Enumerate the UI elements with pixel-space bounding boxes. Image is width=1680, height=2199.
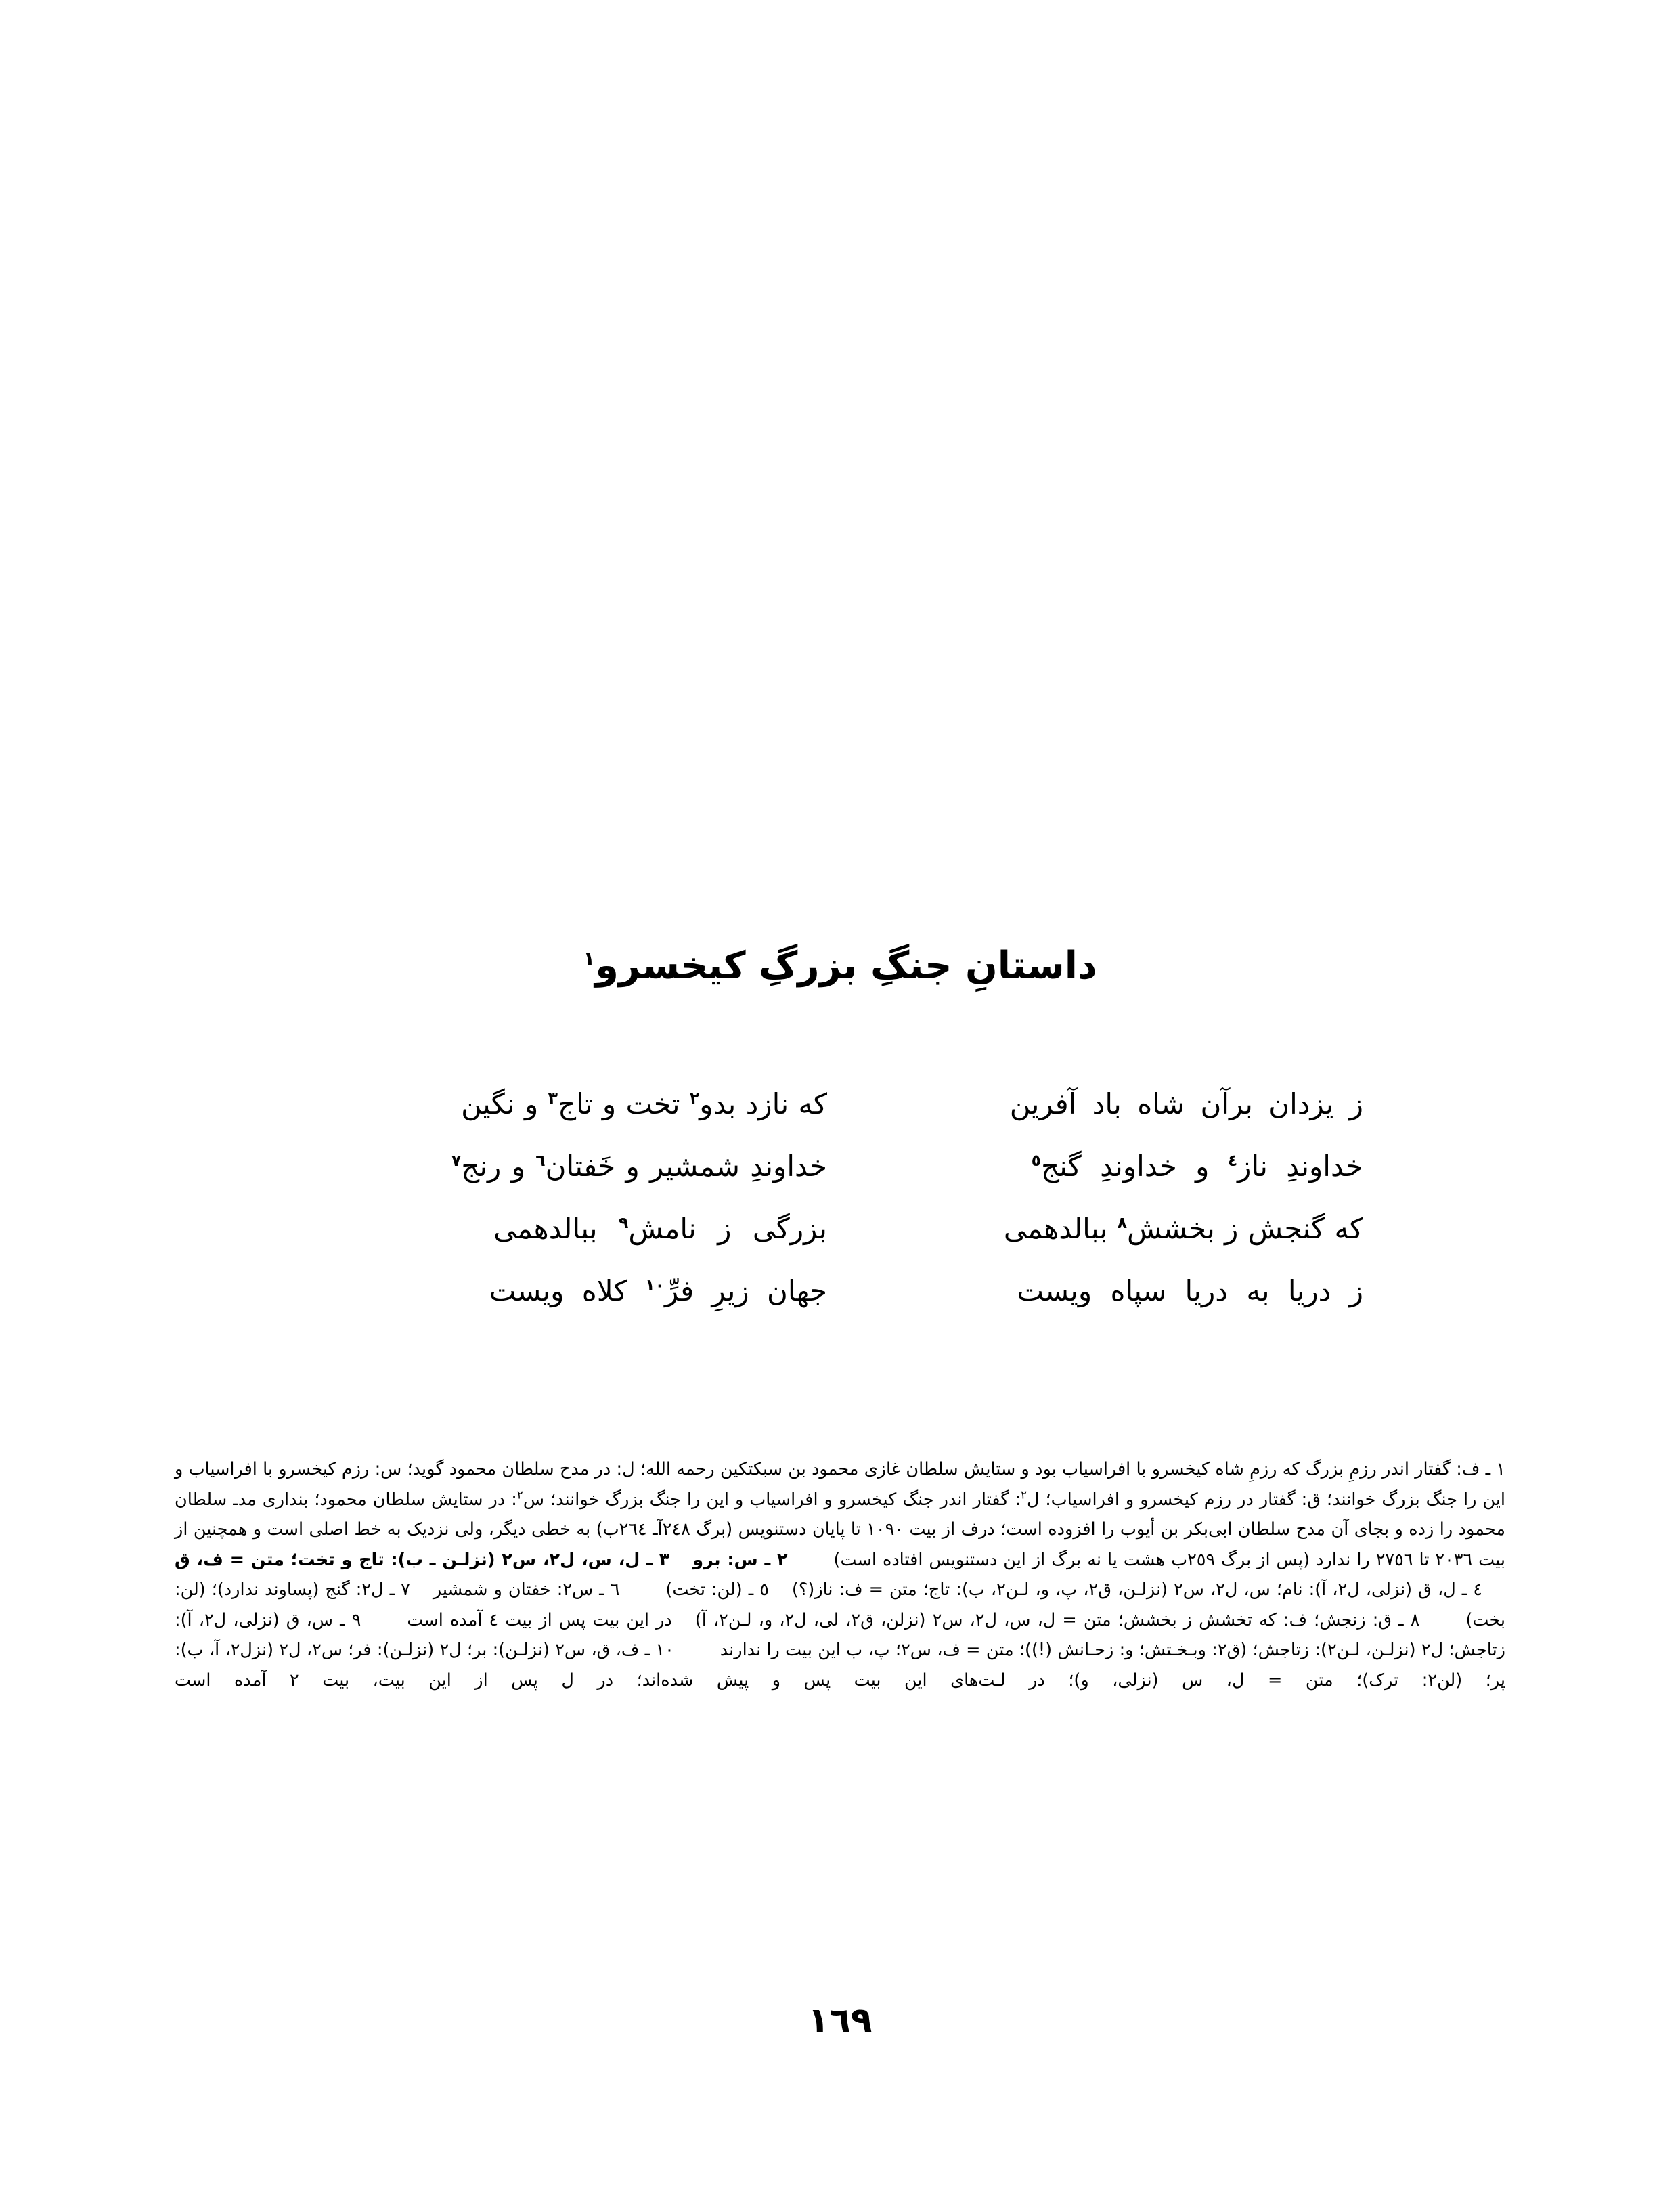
apparatus-text: ٤ ـ ل، ق (نزلی، ل٢، آ): نام؛ س، ل٢، س٢ (نزلـن، ق٢، پ، و، لـن٢، ب): تاج؛ متن = ف: ناز(؟): [791, 1580, 1482, 1600]
page-title: [583, 943, 1097, 988]
hemistich-left: [313, 1273, 827, 1309]
apparatus-text: ١٠ ـ ف، ق، س٢ (نزلـن): بر؛ ل٢ (نزلـن): فر؛ س٢، ل٢ (نزل٢، آ، ب): پر؛ (لن٢: ترک)؛ متن = ل، س (نزلی، و)؛ در لـت‌های این بیت پس و پیش شده‌اند؛ در ل پس از این بیت، بیت ٢ آمده است: [175, 1640, 1505, 1691]
couplet: [313, 1087, 1369, 1149]
apparatus-text: ٦ ـ س٢: خفتان و شمشیر: [433, 1580, 620, 1600]
hemistich-text: و رنج: [461, 1150, 536, 1183]
apparatus-text: ٨ ـ ق: زنجش؛ ف: که تخشش ز بخشش؛ متن = ل، س، ل٢، س٢ (نزلن، ق٢، لی، ل٢، و، لـن٢، آ): [694, 1609, 1420, 1630]
title-footnote-marker: ١: [583, 946, 596, 970]
apparatus-text: ٩ ـ س، ق (نزلی، ل٢، آ): زتاجش؛ ل٢ (نزلـن، لـن٢): زتاجش؛ (ق٢: وبـخـتش؛ و: زحـانش (!))؛ متن = ف، س٢؛ پ، ب این بیت را ندارند: [175, 1609, 1505, 1660]
apparatus-text: ٣ ـ ل، س، ل٢، س٢ (نزلـن ـ ب): تاج و تخت؛ متن = ف، ق: [175, 1549, 670, 1570]
hemistich-text: کلاه ویست: [489, 1274, 646, 1307]
apparatus-text: ٥ ـ (لن: تخت): [665, 1580, 769, 1600]
verse-footnote-marker: ٣: [548, 1089, 558, 1108]
hemistich-text: خداوندِ ناز: [1237, 1150, 1363, 1183]
hemistich-text: و خداوندِ گنج: [1041, 1150, 1228, 1183]
siglum-superscript: ٢: [516, 1487, 523, 1501]
verse-footnote-marker: ٢: [689, 1089, 700, 1108]
chapter-title-text: داستانِ جنگِ بزرگِ کیخسرو: [595, 943, 1097, 988]
hemistich-left: [313, 1211, 827, 1247]
hemistich-text: خداوندِ شمشیر و خَفتان: [545, 1150, 827, 1183]
hemistich-right: [854, 1149, 1369, 1185]
hemistich-text: که گنجش ز بخشش: [1127, 1212, 1363, 1245]
hemistich-text: بزرگی ز نامش: [628, 1212, 827, 1245]
hemistich-text: ببالدهمی: [493, 1212, 619, 1245]
verse-block: [313, 1087, 1369, 1336]
couplet: [313, 1273, 1369, 1336]
hemistich-left: [313, 1087, 827, 1123]
critical-apparatus: [175, 1454, 1505, 1695]
hemistich-right: ز یزدان برآن شاه باد آفرین: [1009, 1087, 1363, 1120]
verse-footnote-marker: ٧: [451, 1151, 462, 1170]
apparatus-text: ٢ ـ س: برو: [692, 1549, 788, 1570]
hemistich-text: جهان زیرِ فرِّ: [664, 1274, 827, 1307]
apparatus-text: : گفتار اندر جنگ کیخسرو و افراسیاب و این را جنگ بزرگ خوانند؛ س: [523, 1489, 1021, 1510]
hemistich-text: که نازد بدو: [699, 1087, 827, 1120]
hemistich-right: [854, 1211, 1369, 1247]
apparatus-text: ٧ ـ ل٢: گنج (پساوند ندارد)؛ (لن: بخت): [175, 1580, 1505, 1630]
chapter-title-block: [0, 917, 1680, 1014]
hemistich-text: و نگین: [461, 1087, 548, 1120]
verse-footnote-marker: ٤: [1227, 1151, 1238, 1170]
page-number: ١٦٩: [808, 2001, 872, 2041]
verse-footnote-marker: ٥: [1031, 1151, 1041, 1170]
verse-footnote-marker: ٦: [535, 1151, 546, 1170]
verse-footnote-marker: ١٠: [645, 1276, 665, 1294]
apparatus-text: در این بیت پس از بیت ٤ آمده است: [407, 1609, 672, 1630]
hemistich-left: [313, 1149, 827, 1185]
hemistich-text: تخت و تاج: [557, 1087, 690, 1120]
verse-footnote-marker: ٩: [618, 1213, 629, 1232]
apparatus-text: ١ ـ ف: گفتار اندر رزمِ بزرگ که رزمِ شاه کیخسرو با افراسیاب بود و ستایش سلطان غازی محمود بن سبکتکین رحمه الله؛ ل: در مدح سلطان محمود گوید؛ س: رزم کیخسرو با افراسیاب و این را جنگ بزرگ خوانند؛ ق: گفتار در رزم کیخسرو و افراسیاب؛ ل: [175, 1459, 1505, 1510]
siglum-superscript: ٢: [1020, 1487, 1027, 1501]
apparatus-text: : در ستایش سلطان محمود؛ بنداری مدـ سلطان محمود را زده و بجای آن مدح سلطان ابی‌بکر بن أیوب را افزوده است؛ درف از بیت ١٠٩٠ تا پایان دستنویس (برگ ٢٤٨آـ ٢٦٤ب) به خطی دیگر، ولی نزدیک به خط اصلی است و همچنین از بیت ٢٠٣٦ تا ٢٧٥٦ را ندارد (پس از برگ ٢٥٩ب هشت یا نه برگ از این دستنویس افتاده است): [175, 1489, 1506, 1570]
verse-footnote-marker: ٨: [1117, 1213, 1127, 1232]
hemistich-right: ز دریا به دریا سپاه ویست: [1017, 1274, 1363, 1307]
apparatus-note-1: [175, 1454, 1505, 1695]
hemistich-text: ببالدهمی: [1003, 1212, 1118, 1245]
couplet: [313, 1211, 1369, 1273]
couplet: [313, 1149, 1369, 1211]
